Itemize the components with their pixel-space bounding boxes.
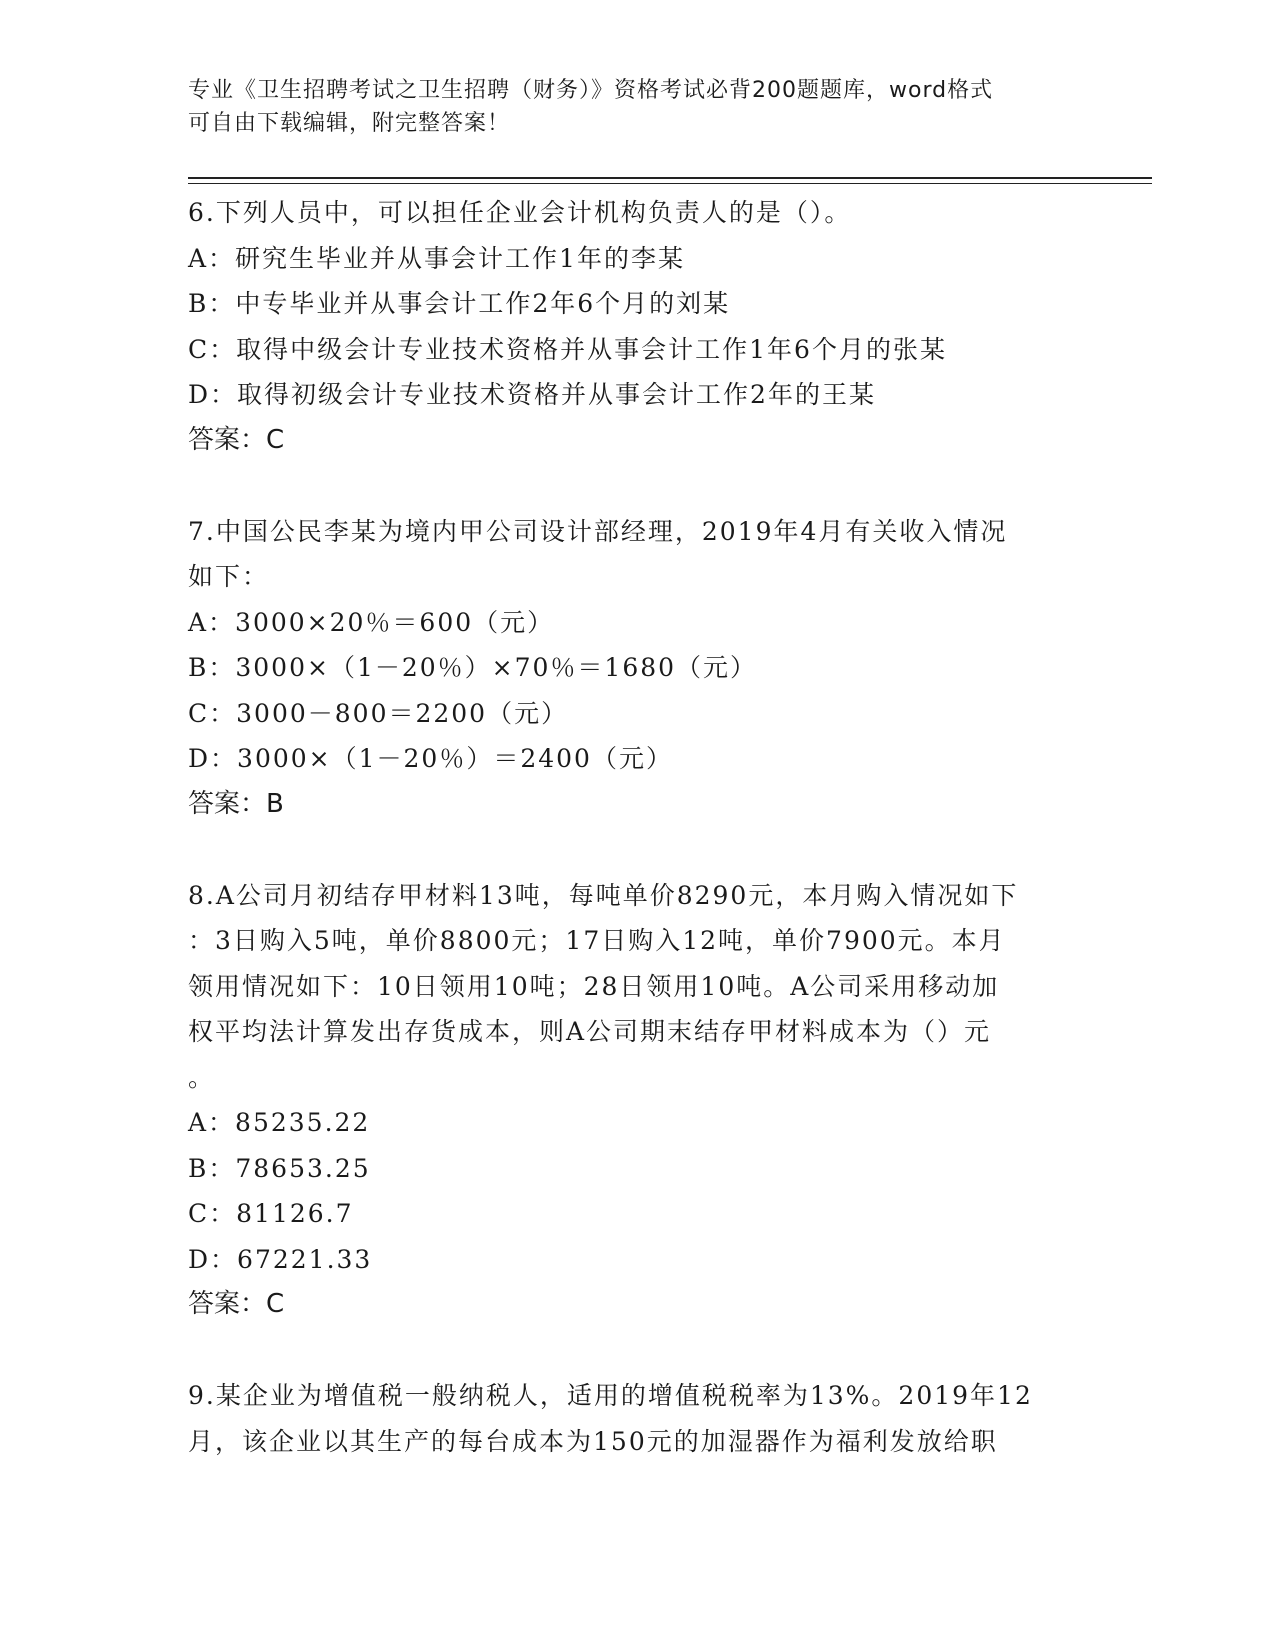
question-6 <box>188 190 1088 463</box>
option-c: C：取得中级会计专业技术资格并从事会计工作1年6个月的张某 <box>188 334 947 364</box>
header-divider-thin <box>188 183 1152 184</box>
option-c: C：81126.7 <box>188 1199 354 1228</box>
question-stem-line: ：3日购入5吨，单价8800元；17日购入12吨，单价7900元。本月 <box>188 926 1006 955</box>
question-stem-line: 6.下列人员中，可以担任企业会计机构负责人的是（）。 <box>188 198 852 227</box>
option-a: A：85235.22 <box>188 1108 371 1137</box>
option-d: D：取得初级会计专业技术资格并从事会计工作2年的王某 <box>188 380 876 409</box>
answer-line: 答案：B <box>188 788 284 819</box>
option-a: A：3000×20％＝600（元） <box>188 607 555 637</box>
answer-line: 答案：C <box>188 1289 285 1319</box>
option-c: C：3000－800＝2200（元） <box>188 698 569 728</box>
question-list <box>188 190 1088 1464</box>
option-a: A：研究生毕业并从事会计工作1年的李某 <box>188 243 685 273</box>
question-stem-line: 7.中国公民李某为境内甲公司设计部经理，2019年4月有关收入情况 <box>188 516 1008 546</box>
header-line-2: 可自由下载编辑，附完整答案！ <box>188 111 511 136</box>
option-b: B：78653.25 <box>188 1153 371 1183</box>
header-divider-thick <box>188 177 1152 179</box>
question-spacer <box>188 463 1088 509</box>
question-stem-line: 9.某企业为增值税一般纳税人，适用的增值税税率为13%。2019年12 <box>188 1381 1033 1410</box>
option-d: D：3000×（1－20％）＝2400（元） <box>188 744 673 773</box>
option-b: B：中专毕业并从事会计工作2年6个月的刘某 <box>188 289 731 318</box>
question-stem-line: 权平均法计算发出存货成本，则A公司期末结存甲材料成本为（）元 <box>188 1017 992 1046</box>
question-spacer <box>188 1328 1088 1374</box>
question-stem-line: 月，该企业以其生产的每台成本为150元的加湿器作为福利发放给职 <box>188 1426 998 1456</box>
option-d: D：67221.33 <box>188 1244 373 1274</box>
question-stem-line: 领用情况如下：10日领用10吨；28日领用10吨。A公司采用移动加 <box>188 971 1000 1001</box>
header-line-1: 专业《卫生招聘考试之卫生招聘（财务）》资格考试必背200题题库，word格式 <box>188 78 994 103</box>
document-header <box>188 74 1088 140</box>
question-stem-line: 如下： <box>188 562 270 591</box>
question-9 <box>188 1373 1088 1464</box>
question-stem-line: 8.A公司月初结存甲材料13吨，每吨单价8290元，本月购入情况如下 <box>188 880 1019 910</box>
question-7 <box>188 509 1088 828</box>
question-stem-line: 。 <box>188 1062 216 1092</box>
question-8 <box>188 873 1088 1328</box>
question-spacer <box>188 827 1088 873</box>
answer-line: 答案：C <box>188 424 285 455</box>
option-b: B：3000×（1－20％）×70％＝1680（元） <box>188 653 758 682</box>
